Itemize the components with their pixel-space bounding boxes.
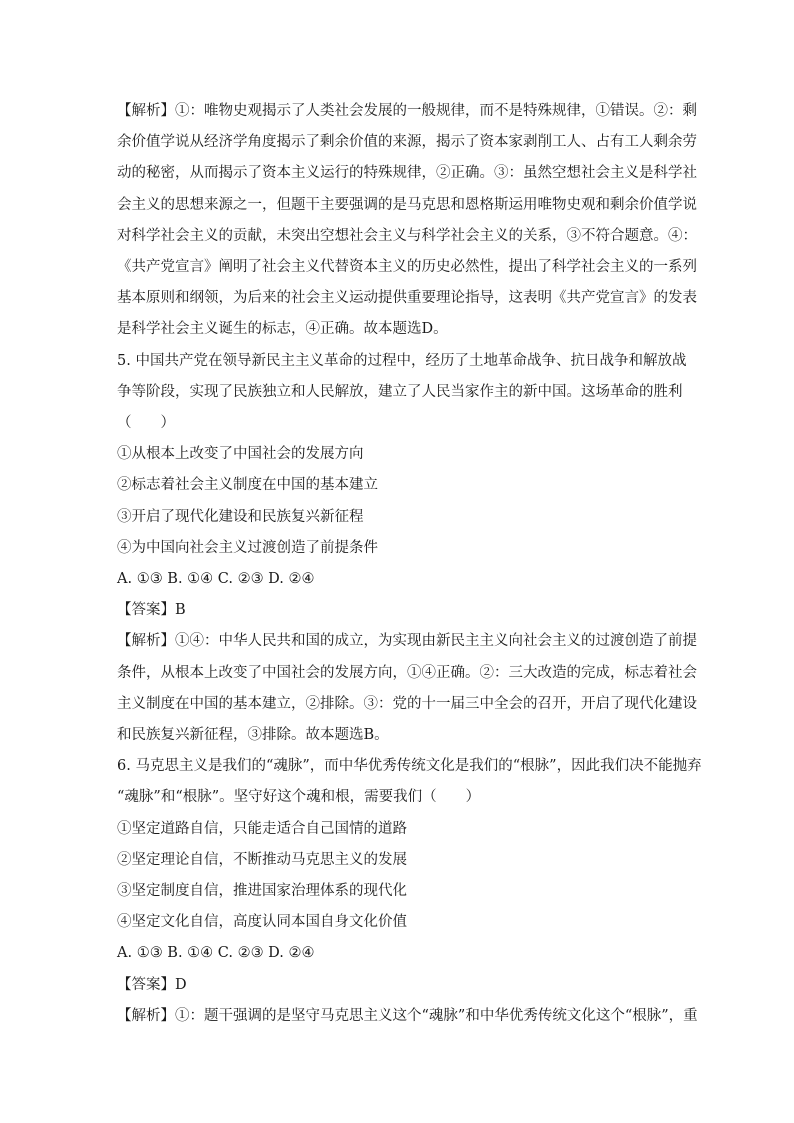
question-stem-line: 6. 马克思主义是我们的“魂脉”，而中华优秀传统文化是我们的“根脉”，因此我们决不能抛弃 (117, 758, 702, 775)
question-option: ③坚定制度自信，推进国家治理体系的现代化 (117, 883, 407, 900)
question-stem-line: 5. 中国共产党在领导新民主主义革命的过程中，经历了土地革命战争、抗日战争和解放战 (117, 352, 687, 369)
analysis-line: 是科学社会主义诞生的标志，④正确。故本题选D。 (117, 321, 448, 338)
question-option: ②坚定理论自信，不断推动马克思主义的发展 (117, 851, 407, 868)
analysis-line: 余价值学说从经济学角度揭示了剩余价值的来源，揭示了资本家剥削工人、占有工人剩余劳 (117, 134, 697, 151)
answer-choices: A. ①③ B. ①④ C. ②③ D. ②④ (117, 571, 315, 588)
analysis-line: 对科学社会主义的贡献，未突出空想社会主义与科学社会主义的关系，③不符合题意。④： (117, 227, 697, 244)
document-page (117, 96, 702, 1032)
answer-choices: A. ①③ B. ①④ C. ②③ D. ②④ (117, 945, 315, 962)
question-6 (117, 751, 702, 1032)
answer-line: 【答案】D (117, 976, 187, 993)
analysis-line: 【解析】①：题干强调的是坚守马克思主义这个“魂脉”和中华优秀传统文化这个“根脉”，重 (117, 1007, 698, 1024)
analysis-line: 条件，从根本上改变了中国社会的发展方向，①④正确。②：三大改造的完成，标志着社会 (117, 664, 697, 681)
analysis-line: 【解析】①：唯物史观揭示了人类社会发展的一般规律，而不是特殊规律，①错误。②：剩 (117, 103, 697, 119)
analysis-line: 《共产党宣言》阐明了社会主义代替资本主义的历史必然性，提出了科学社会主义的一系列 (117, 259, 697, 276)
analysis-line: 动的秘密，从而揭示了资本主义运行的特殊规律，②正确。③：虽然空想社会主义是科学社 (117, 165, 697, 182)
question-option: ④为中国向社会主义过渡创造了前提条件 (117, 539, 378, 556)
question-5 (117, 346, 697, 752)
question-stem-line: 争等阶段，实现了民族独立和人民解放，建立了人民当家作主的新中国。这场革命的胜利 (117, 383, 683, 400)
question-option: ②标志着社会主义制度在中国的基本建立 (117, 477, 378, 494)
analysis-line: 基本原则和纲领，为后来的社会主义运动提供重要理论指导，这表明《共产党宣言》的发表 (117, 290, 697, 307)
q4-analysis (117, 96, 697, 346)
analysis-line: 【解析】①④：中华人民共和国的成立，为实现由新民主主义向社会主义的过渡创造了前提 (117, 633, 697, 650)
question-stem-line: （ ） (117, 415, 175, 432)
analysis-line: 和民族复兴新征程，③排除。故本题选B。 (117, 727, 389, 744)
analysis-line: 主义制度在中国的基本建立，②排除。③：党的十一届三中全会的召开，开启了现代化建设 (117, 695, 697, 712)
question-option: ①从根本上改变了中国社会的发展方向 (117, 446, 364, 463)
question-option: ④坚定文化自信，高度认同本国自身文化价值 (117, 914, 407, 931)
analysis-line: 会主义的思想来源之一，但题干主要强调的是马克思和恩格斯运用唯物史观和剩余价值学说 (117, 196, 697, 213)
question-option: ①坚定道路自信，只能走适合自己国情的道路 (117, 820, 407, 837)
answer-line: 【答案】B (117, 602, 186, 619)
question-option: ③开启了现代化建设和民族复兴新征程 (117, 508, 364, 525)
question-stem-line: “魂脉”和“根脉”。坚守好这个魂和根，需要我们（ ） (117, 789, 481, 806)
